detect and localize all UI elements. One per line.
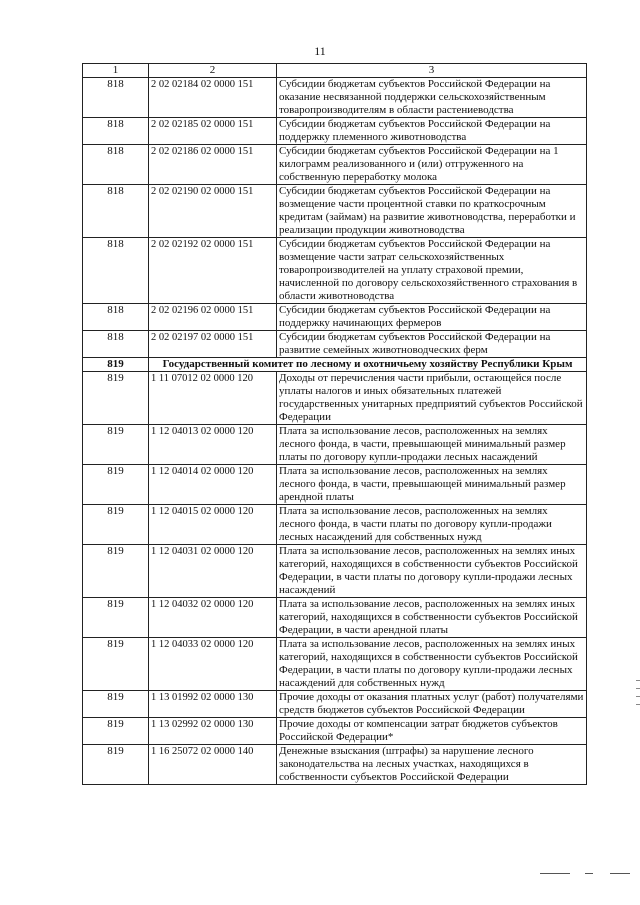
table-row [83, 425, 587, 465]
column-header-3: 3 [277, 64, 587, 78]
table-row [83, 238, 587, 304]
income-code: 2 02 02197 02 0000 151 [149, 331, 277, 358]
admin-code: 818 [83, 78, 149, 118]
admin-code: 819 [83, 372, 149, 425]
income-code: 2 02 02196 02 0000 151 [149, 304, 277, 331]
income-description: Прочие доходы от оказания платных услуг (работ) получателями средств бюджетов субъектов Российской Федерации [277, 691, 587, 718]
table-row [83, 78, 587, 118]
income-description: Плата за использование лесов, расположенных на землях лесного фонда, в части, превышающей минимальный размер платы по договору купли-продажи лесных насаждений [277, 425, 587, 465]
scan-mark [636, 696, 640, 697]
table-row [83, 598, 587, 638]
scan-mark [636, 688, 640, 689]
admin-code: 819 [83, 598, 149, 638]
section-title: Государственный комитет по лесному и охотничьему хозяйству Республики Крым [149, 358, 587, 372]
page-number: 11 [314, 44, 326, 58]
admin-code: 819 [83, 691, 149, 718]
income-code: 1 12 04032 02 0000 120 [149, 598, 277, 638]
income-description: Денежные взыскания (штрафы) за нарушение лесного законодательства на лесных участках, находящихся в собственности субъектов Российской Федерации [277, 745, 587, 785]
income-description: Плата за использование лесов, расположенных на землях иных категорий, находящихся в собственности субъектов Российской Федерации, в части платы по договору купли-продажи лесных насаждений [277, 545, 587, 598]
income-code: 1 12 04015 02 0000 120 [149, 505, 277, 545]
admin-code: 818 [83, 118, 149, 145]
table-row [83, 372, 587, 425]
income-code: 1 16 25072 02 0000 140 [149, 745, 277, 785]
table-row [83, 185, 587, 238]
table-row [83, 691, 587, 718]
column-header-1: 1 [83, 64, 149, 78]
income-description: Субсидии бюджетам субъектов Российской Федерации на возмещение части процентной ставки по краткосрочным кредитам (займам) на развитие животноводства, переработки и реализации продукции животноводства [277, 185, 587, 238]
income-description: Субсидии бюджетам субъектов Российской Федерации на возмещение части затрат сельскохозяйственных товаропроизводителей на уплату страховой премии, начисленной по договору сельскохозяйственного страхования в области животноводства [277, 238, 587, 304]
admin-code: 819 [83, 745, 149, 785]
admin-code: 818 [83, 185, 149, 238]
table-row [83, 545, 587, 598]
income-description: Субсидии бюджетам субъектов Российской Федерации на поддержку племенного животноводства [277, 118, 587, 145]
table-row [83, 718, 587, 745]
income-code: 2 02 02186 02 0000 151 [149, 145, 277, 185]
admin-code: 819 [83, 358, 149, 372]
admin-code: 818 [83, 331, 149, 358]
income-description: Плата за использование лесов, расположенных на землях лесного фонда, в части, превышающей минимальный размер арендной платы [277, 465, 587, 505]
scan-mark [585, 873, 593, 874]
table-row [83, 118, 587, 145]
table-row [83, 465, 587, 505]
income-description: Прочие доходы от компенсации затрат бюджетов субъектов Российской Федерации* [277, 718, 587, 745]
table-row [83, 745, 587, 785]
income-description: Доходы от перечисления части прибыли, остающейся после уплаты налогов и иных обязательных платежей государственных унитарных предприятий субъектов Российской Федерации [277, 372, 587, 425]
income-code: 2 02 02184 02 0000 151 [149, 78, 277, 118]
scan-mark [540, 873, 570, 874]
income-description: Субсидии бюджетам субъектов Российской Федерации на 1 килограмм реализованного и (или) отгруженного на собственную переработку молока [277, 145, 587, 185]
admin-code: 818 [83, 238, 149, 304]
scan-mark [636, 680, 640, 681]
column-header-2: 2 [149, 64, 277, 78]
admin-code: 819 [83, 425, 149, 465]
admin-code: 819 [83, 465, 149, 505]
income-code: 1 12 04033 02 0000 120 [149, 638, 277, 691]
income-code: 2 02 02185 02 0000 151 [149, 118, 277, 145]
income-description: Плата за использование лесов, расположенных на землях лесного фонда, в части платы по договору купли-продажи лесных насаждений для собственных нужд [277, 505, 587, 545]
admin-code: 819 [83, 638, 149, 691]
income-description: Субсидии бюджетам субъектов Российской Федерации на оказание несвязанной поддержки сельскохозяйственным товаропроизводителям в области растениеводства [277, 78, 587, 118]
income-description: Плата за использование лесов, расположенных на землях иных категорий, находящихся в собственности субъектов Российской Федерации, в части платы по договору купли-продажи лесных насаждений для собственных нужд [277, 638, 587, 691]
table-row [83, 638, 587, 691]
scan-mark [636, 704, 640, 705]
table-row [83, 145, 587, 185]
table-row [83, 505, 587, 545]
income-code: 1 13 02992 02 0000 130 [149, 718, 277, 745]
admin-code: 818 [83, 304, 149, 331]
admin-code: 819 [83, 718, 149, 745]
table-row [83, 331, 587, 358]
admin-code: 818 [83, 145, 149, 185]
income-code: 2 02 02190 02 0000 151 [149, 185, 277, 238]
income-code: 1 12 04014 02 0000 120 [149, 465, 277, 505]
admin-code: 819 [83, 505, 149, 545]
income-code: 1 12 04031 02 0000 120 [149, 545, 277, 598]
table-header-row [83, 64, 587, 78]
income-code: 2 02 02192 02 0000 151 [149, 238, 277, 304]
income-description: Плата за использование лесов, расположенных на землях иных категорий, находящихся в собственности субъектов Российской Федерации, в части арендной платы [277, 598, 587, 638]
income-description: Субсидии бюджетам субъектов Российской Федерации на поддержку начинающих фермеров [277, 304, 587, 331]
scan-mark [610, 873, 630, 874]
income-code: 1 13 01992 02 0000 130 [149, 691, 277, 718]
income-code: 1 12 04013 02 0000 120 [149, 425, 277, 465]
income-code-table [82, 63, 587, 785]
admin-code: 819 [83, 545, 149, 598]
table-row [83, 304, 587, 331]
section-row [83, 358, 587, 372]
income-code: 1 11 07012 02 0000 120 [149, 372, 277, 425]
income-description: Субсидии бюджетам субъектов Российской Федерации на развитие семейных животноводческих ферм [277, 331, 587, 358]
